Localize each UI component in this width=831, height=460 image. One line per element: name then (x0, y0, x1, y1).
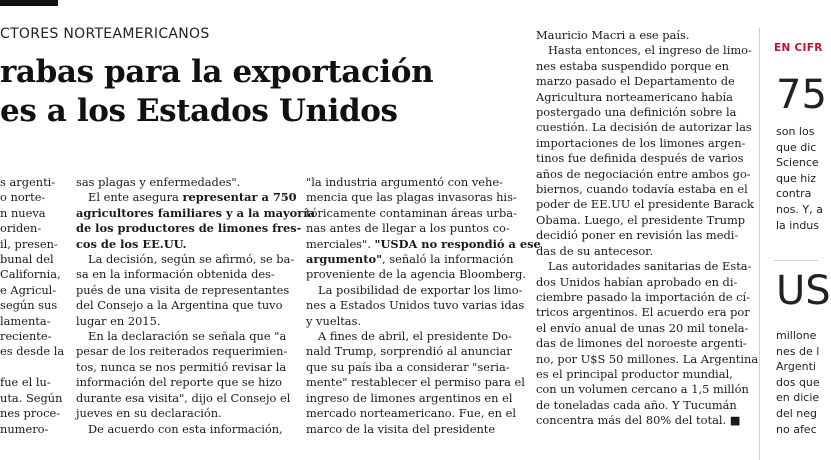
text-line: bunal del (0, 252, 54, 267)
text-line: con un volumen cercano a 1,5 millón (536, 382, 749, 397)
figures-sidebar (770, 28, 831, 460)
text-line: según sus (0, 298, 58, 313)
text-line: decidió poner en revisión las medi- (536, 228, 739, 243)
column-divider (759, 28, 760, 460)
sidebar-text-line: nes de l (776, 344, 820, 358)
text-line: sa en la información obtenida des- (76, 267, 275, 282)
text-line: nald Trump, sorprendió al anunciar (306, 344, 512, 359)
sidebar-figure-1: 75 (776, 72, 827, 118)
headline-line-2: es a los Estados Unidos (0, 93, 398, 129)
sidebar-figure-1-text (776, 124, 823, 233)
text-line: concentra más del 80% del total. ■ (536, 413, 741, 428)
article-column-2 (76, 175, 315, 437)
headline-line-1: rabas para la exportación (0, 54, 434, 90)
text-line: De acuerdo con esta información, (88, 421, 283, 436)
text-line: nes proce- (0, 406, 61, 421)
bold-text: representar a 750 (182, 190, 297, 205)
sidebar-text-line: Science (776, 156, 819, 170)
text-line: es el principal productor mundial, (536, 366, 733, 381)
sidebar-text-line: dos que (776, 375, 820, 389)
sidebar-text-line: del neg (776, 406, 818, 420)
text-line: ciembre pasado la importación de cí- (536, 289, 750, 304)
sidebar-text-line: en dicie (776, 391, 820, 405)
text-line: postergado una definición sobre la (536, 105, 737, 120)
text-line: nes estaba suspendido porque en (536, 58, 729, 73)
text-line: proveniente de la agencia Bloomberg. (306, 267, 526, 282)
sidebar-text-line: contra (776, 187, 812, 201)
sidebar-text-line: Argenti (776, 360, 816, 374)
text-line: A fines de abril, el presidente Do- (318, 329, 512, 344)
text-line: tóricamente contaminan áreas urba- (306, 205, 517, 220)
text-line: numero- (0, 421, 49, 436)
sidebar-text-line: la indus (776, 218, 820, 232)
bold-text: agricultores familiares y a la mayoría (76, 205, 315, 220)
article-column-4 (536, 28, 759, 429)
text-line: Hasta entonces, el ingreso de limo- (548, 43, 752, 58)
text-line: o norte- (0, 190, 46, 205)
text-line (76, 221, 302, 236)
text-line: Mauricio Macri a ese país. (536, 28, 690, 42)
bold-text: argumento" (306, 252, 383, 267)
text-line: En la declaración se señala que "a (88, 329, 287, 344)
text-line: "la industria argumentó con vehe- (306, 175, 503, 189)
article-column-3 (306, 175, 541, 437)
text-line: Obama. Luego, el presidente Trump (536, 212, 746, 227)
text-line: el envío anual de unas 20 mil tonela- (536, 320, 749, 335)
text-line: jueves en su declaración. (76, 406, 222, 421)
text-line: de toneladas cada año. Y Tucumán (536, 397, 737, 412)
text-line: s argenti- (0, 175, 56, 189)
sidebar-title: EN CIFR (774, 42, 823, 54)
text-line: merciales". "USDA no respondió a ese (306, 236, 541, 251)
text-line: das de su antecesor. (536, 243, 654, 258)
text-line: il, presen- (0, 236, 58, 251)
text-line: y vueltas. (306, 313, 362, 328)
article-column-1 (0, 175, 65, 437)
text-line: Las autoridades sanitarias de Esta- (548, 259, 752, 274)
text-line: argumento", señaló la información (306, 252, 514, 267)
text-line: tricos argentinos. El acuerdo era por (536, 305, 750, 320)
text-line: marco de la visita del presidente (306, 421, 496, 436)
text-line: no, por U$S 50 millones. La Argentina (536, 351, 759, 366)
text-line: fue el lu- (0, 375, 51, 390)
text-line: marzo pasado el Departamento de (536, 74, 735, 89)
text-line: mente" restablecer el permiso para el (306, 375, 525, 390)
text-line: sas plagas y enfermedades". (76, 175, 241, 189)
text-line: poder de EE.UU el presidente Barack (536, 197, 754, 212)
text-line: oriden- (0, 221, 42, 236)
text-line: La decisión, según se afirmó, se ba- (88, 252, 295, 267)
text-line: La posibilidad de exportar los limo- (318, 282, 523, 297)
text-line: pués de una visita de representantes (76, 282, 290, 297)
sidebar-text-line: nos. Y, a (776, 202, 823, 216)
sidebar-text-line: que dic (776, 140, 817, 154)
text-line: del Consejo a la Argentina que tuvo (76, 298, 283, 313)
text-line: importaciones de los limones argen- (536, 135, 746, 150)
text-line: nas antes de llegar a los puntos co- (306, 221, 510, 236)
text-line: información del reporte que se hizo (76, 375, 282, 390)
sidebar-figure-2: US (776, 268, 831, 314)
text-line: durante esa visita", dijo el Consejo el (76, 390, 291, 405)
text-line: das de limones del noroeste argenti- (536, 336, 747, 351)
section-kicker: CTORES NORTEAMERICANOS (0, 26, 210, 42)
sidebar-text-line: no afec (776, 422, 817, 436)
text-line: California, (0, 267, 61, 282)
text-line (0, 360, 58, 375)
text-line: tinos fue definida después de varios (536, 151, 744, 166)
text-line (76, 205, 315, 221)
text-line: cuestión. La decisión de autorizar las (536, 120, 752, 135)
bold-text: "USDA no respondió a ese (374, 236, 541, 251)
text-line: nes a Estados Unidos tuvo varias idas (306, 298, 525, 313)
article-headline (0, 53, 470, 131)
text-line: dos Unidos habían aprobado en di- (536, 274, 738, 289)
text-line: años de negociación entre ambos go- (536, 166, 751, 181)
text-line: que su país iba a considerar "seria- (306, 359, 510, 374)
text-line: Agricultura norteamericano había (536, 89, 733, 104)
text-line: pesar de los reiterados requerimien- (76, 344, 288, 359)
text-line: reciente- (0, 329, 52, 344)
text-line: n nueva (0, 205, 46, 220)
top-accent-bar (0, 0, 58, 6)
sidebar-text-line: millone (776, 329, 817, 342)
text-line: El ente asegura representar a 750 (88, 190, 297, 205)
bold-text: cos de los EE.UU. (76, 236, 187, 251)
text-line: uta. Según (0, 390, 63, 405)
sidebar-text-line: son los (776, 125, 815, 138)
text-line: tos, nunca se nos permitió revisar la (76, 359, 287, 374)
text-line: lugar en 2015. (76, 313, 161, 328)
text-line: biernos, cuando todavía estaba en el (536, 182, 748, 197)
sidebar-figure-2-text (776, 328, 820, 437)
text-line: lamenta- (0, 313, 51, 328)
sidebar-text-line: que hiz (776, 171, 817, 185)
text-line (76, 237, 290, 252)
text-line: mercado norteamericano. Fue, en el (306, 406, 517, 421)
sidebar-separator (774, 260, 818, 261)
text-line: es desde la (0, 344, 65, 359)
text-line: e Agricul- (0, 282, 57, 297)
bold-text: de los productores de limones fres- (76, 221, 302, 236)
text-line: ingreso de limones argentinos en el (306, 390, 513, 405)
text-line: mencia que las plagas invasoras his- (306, 190, 517, 205)
